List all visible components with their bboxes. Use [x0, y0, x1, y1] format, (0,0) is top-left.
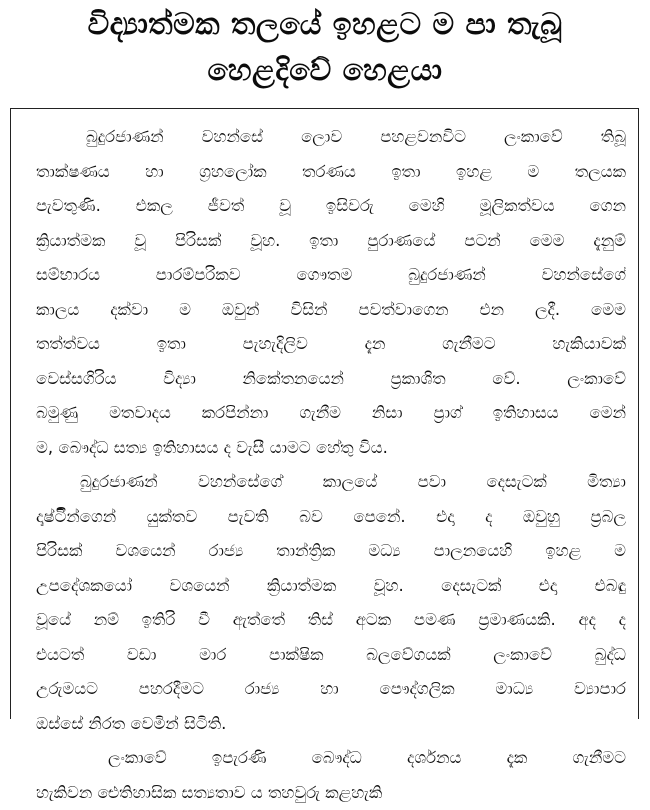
text-line: බුදුරජාණන් වහන්සේගේ කාලයේ පවා දෙසැටක් මිත්‍යා: [80, 465, 626, 500]
text-line: ම, බෞද්ධ සත්‍ය ඉතිහාසය ද වැසී යාමට හේතු විය.: [36, 431, 626, 466]
paragraph-2: [86, 465, 626, 741]
text-line: වෙස්සගිරිය විද්‍යා නිකේතනයෙන් ප්‍රකාශිත වේ. ලංකාවේ: [36, 362, 626, 397]
text-line: සම්භාරය පාරම්පරිකව ගෞතම බුදුරජාණන් වහන්සේගේ: [36, 258, 626, 293]
text-line: උරුමයට පහරදීමට රාජ්‍ය හා පෞද්ගලික මාධ්‍ය ව්‍යාපාර: [36, 672, 626, 707]
paragraph-3: [86, 741, 626, 810]
text-line: එයටත් වඩා මාර පාක්ෂික බලවේගයක් ලංකාවේ බුද්ධ: [36, 638, 626, 673]
text-line: කාලය දක්වා ම ඔවුන් විසින් පවත්වාගෙන එන ලදී. මෙම: [36, 293, 626, 328]
text-line: හැකිවන ඓතිහාසික සත්‍යතාව ය තහවුරු කළහැකි: [36, 776, 626, 810]
text-line: පිරිසක් වශයෙන් රාජ්‍ය තාන්ත්‍රික මධ්‍ය පාලනයෙහි ඉහළ ම: [36, 534, 626, 569]
page-title-line-1: විද්‍යාත්මක තලයේ ඉහළට ම පා තැබූ: [0, 4, 650, 46]
text-line: දෘෂ්ටිින්ගෙන් යුක්තව පැවති බව පෙනේ. එදා ද ඔවුහු ප්‍රබල: [36, 500, 626, 535]
text-line: බුදුරජාණන් වහන්සේ ලොව පහළවනවිට ලංකාවේ තිබූ: [86, 120, 626, 155]
text-line: වූයේ නම් ඉතිරි වී ඇත්තේ තිස් අටක පමණ ප්‍රමාණයකි. අද ද: [36, 603, 626, 638]
text-line: බමුණු මතවාදය කරපින්නා ගැනීම නිසා ප්‍රාග් ඉතිහාසය මෙන්: [36, 396, 626, 431]
text-line: තත්ත්වය ඉතා පැහැදිලිව දැන ගැනීමට හැකියාවක්: [36, 327, 626, 362]
text-line: ක්‍රියාත්මක වූ පිරිසක් වූහ. ඉතා පුරාණයේ පටන් මෙම දැනුම්: [36, 224, 626, 259]
text-line: ලංකාවේ ඉපැරණි බෞද්ධ දර්ශනය දැක ගැනීමට: [108, 741, 626, 776]
page-title-line-2: හෙළදිවේ හෙළයා: [0, 50, 650, 92]
paragraph-1: [86, 120, 626, 465]
article-body: [86, 120, 626, 810]
text-line: ඔස්සේ නිරත වෙමින් සිටිති.: [36, 707, 626, 742]
text-line: උපදේශකයෝ වශයෙන් ක්‍රියාත්මක වූහ. දෙසැටක් එදා එබඳු: [36, 569, 626, 604]
text-line: පැවතුණි. එකල ජීවත් වූ ඉසිවරු මෙහි මූලිකත්වය ගෙන: [36, 189, 626, 224]
text-line: තාක්ෂණය හා ග්‍රහලෝක තරණය ඉතා ඉහළ ම තලයක: [36, 155, 626, 190]
